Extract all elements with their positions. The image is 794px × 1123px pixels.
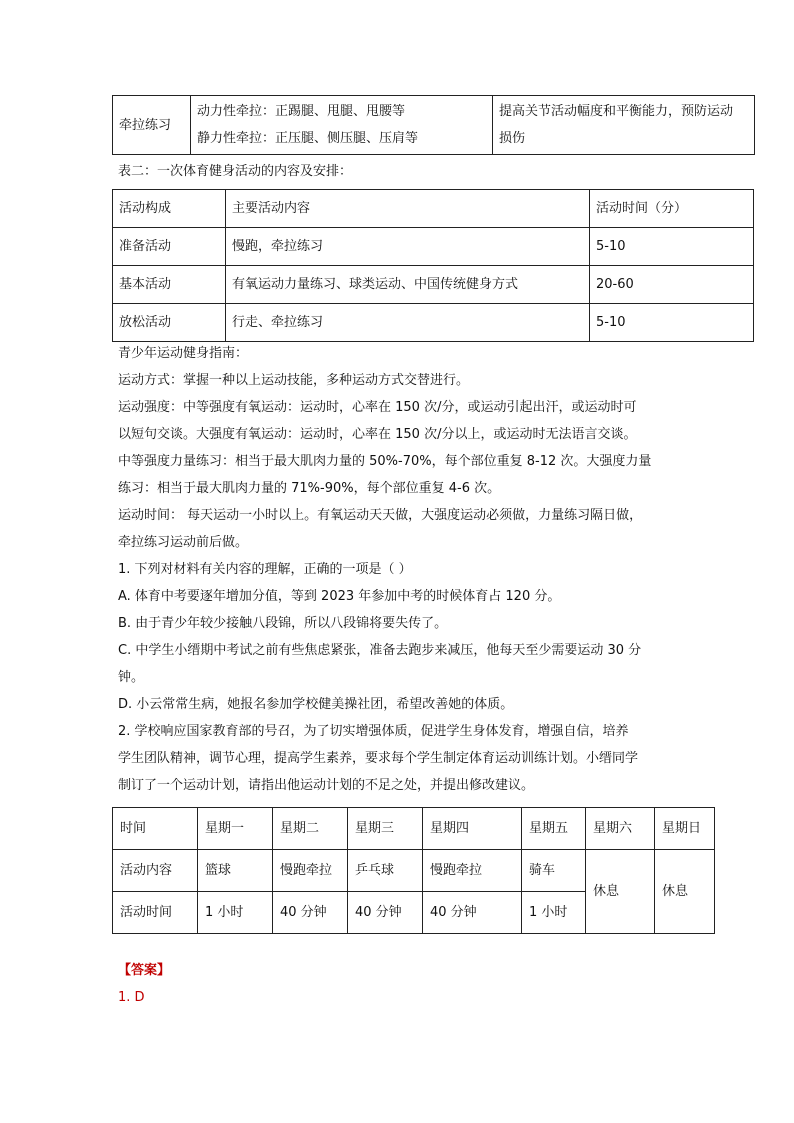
table-cell — [493, 96, 755, 155]
table-cell: 5-10 — [590, 304, 754, 342]
table-cell — [191, 96, 493, 155]
guide-line: 以短句交谈。大强度有氧运动：运动时，心率在 150 次/分以上，或运动时无法语言交谈。 — [118, 427, 637, 442]
table-cell: 5-10 — [590, 228, 754, 266]
table-cell: 慢跑，牵拉练习 — [226, 228, 590, 266]
table-stretching-row — [112, 95, 755, 155]
table-row — [113, 850, 715, 892]
guide-line: 运动方式：掌握一种以上运动技能，多种运动方式交替进行。 — [118, 373, 470, 388]
table-header-row — [113, 808, 715, 850]
table-cell: 慢跑牵拉 — [423, 850, 522, 892]
guide-line: 牵拉练习运动前后做。 — [118, 535, 249, 550]
table-row — [113, 96, 755, 155]
table-cell: 慢跑牵拉 — [273, 850, 348, 892]
table-activity-arrangement — [112, 189, 754, 342]
table-cell: 牵拉练习 — [113, 96, 191, 155]
table-header-cell: 星期三 — [348, 808, 423, 850]
table-cell: 准备活动 — [113, 228, 226, 266]
table-weekly-plan — [112, 807, 715, 934]
cell-line: 动力性牵拉：正踢腿、甩腿、甩腰等 — [197, 104, 406, 119]
question-2-stem: 2. 学校响应国家教育部的号召，为了切实增强体质，促进学生身体发育，增强自信，培养 — [118, 724, 629, 739]
guide-heading: 青少年运动健身指南： — [118, 346, 249, 361]
table-cell: 40 分钟 — [423, 892, 522, 934]
table-header-cell: 星期一 — [198, 808, 273, 850]
table-header-cell: 活动时间（分） — [590, 190, 754, 228]
table-cell: 40 分钟 — [273, 892, 348, 934]
table-header-cell: 主要活动内容 — [226, 190, 590, 228]
question-1-option-b: B. 由于青少年较少接触八段锦，所以八段锦将要失传了。 — [118, 616, 448, 631]
table-cell: 放松活动 — [113, 304, 226, 342]
table-row — [113, 266, 754, 304]
table-header-cell: 活动构成 — [113, 190, 226, 228]
question-1-option-a: A. 体育中考要逐年增加分值，等到 2023 年参加中考的时候体育占 120 分。 — [118, 589, 561, 604]
table-cell: 活动内容 — [113, 850, 198, 892]
table-header-cell: 星期六 — [586, 808, 655, 850]
table-header-cell: 星期二 — [273, 808, 348, 850]
table-header-cell: 时间 — [113, 808, 198, 850]
guide-line: 运动时间： 每天运动一小时以上。有氧运动天天做，大强度运动必须做，力量练习隔日做， — [118, 508, 643, 523]
table-cell: 40 分钟 — [348, 892, 423, 934]
table-cell: 活动时间 — [113, 892, 198, 934]
table-header-cell: 星期四 — [423, 808, 522, 850]
table-cell: 1 小时 — [522, 892, 586, 934]
table-cell: 基本活动 — [113, 266, 226, 304]
table-cell-rest-saturday: 休息 — [586, 850, 655, 934]
cell-line: 静力性牵拉：正压腿、侧压腿、压肩等 — [197, 131, 419, 146]
table-row — [113, 304, 754, 342]
table-cell: 有氧运动力量练习、球类运动、中国传统健身方式 — [226, 266, 590, 304]
table-cell-rest-sunday: 休息 — [655, 850, 715, 934]
table-cell: 20-60 — [590, 266, 754, 304]
table-cell: 骑车 — [522, 850, 586, 892]
question-1-option-c-cont: 钟。 — [118, 670, 145, 685]
table-row — [113, 228, 754, 266]
table-cell: 篮球 — [198, 850, 273, 892]
question-1-stem: 1. 下列对材料有关内容的理解，正确的一项是（ ） — [118, 562, 412, 577]
answer-value: 1. D — [118, 990, 145, 1005]
question-1-option-c: C. 中学生小缙期中考试之前有些焦虑紧张，准备去跑步来减压，他每天至少需要运动 30 分 — [118, 643, 642, 658]
table-cell: 1 小时 — [198, 892, 273, 934]
table-header-row — [113, 190, 754, 228]
answer-label: 【答案】 — [118, 963, 171, 978]
cell-line: 损伤 — [499, 131, 526, 146]
table-header-cell: 星期五 — [522, 808, 586, 850]
guide-line: 练习：相当于最大肌肉力量的 71%-90%，每个部位重复 4-6 次。 — [118, 481, 501, 496]
question-2-line: 制订了一个运动计划，请指出他运动计划的不足之处，并提出修改建议。 — [118, 778, 535, 793]
question-1-option-d: D. 小云常常生病，她报名参加学校健美操社团，希望改善她的体质。 — [118, 697, 514, 712]
guide-line: 中等强度力量练习：相当于最大肌肉力量的 50%-70%，每个部位重复 8-12 次。大强度力量 — [118, 454, 652, 469]
cell-line: 提高关节活动幅度和平衡能力，预防运动 — [499, 104, 734, 119]
table-header-cell: 星期日 — [655, 808, 715, 850]
table-cell: 行走、牵拉练习 — [226, 304, 590, 342]
table-cell: 乒乓球 — [348, 850, 423, 892]
question-2-line: 学生团队精神，调节心理，提高学生素养，要求每个学生制定体育运动训练计划。小缙同学 — [118, 751, 639, 766]
table2-caption: 表二：一次体育健身活动的内容及安排： — [118, 164, 353, 179]
guide-line: 运动强度：中等强度有氧运动：运动时，心率在 150 次/分，或运动引起出汗，或运动时可 — [118, 400, 637, 415]
